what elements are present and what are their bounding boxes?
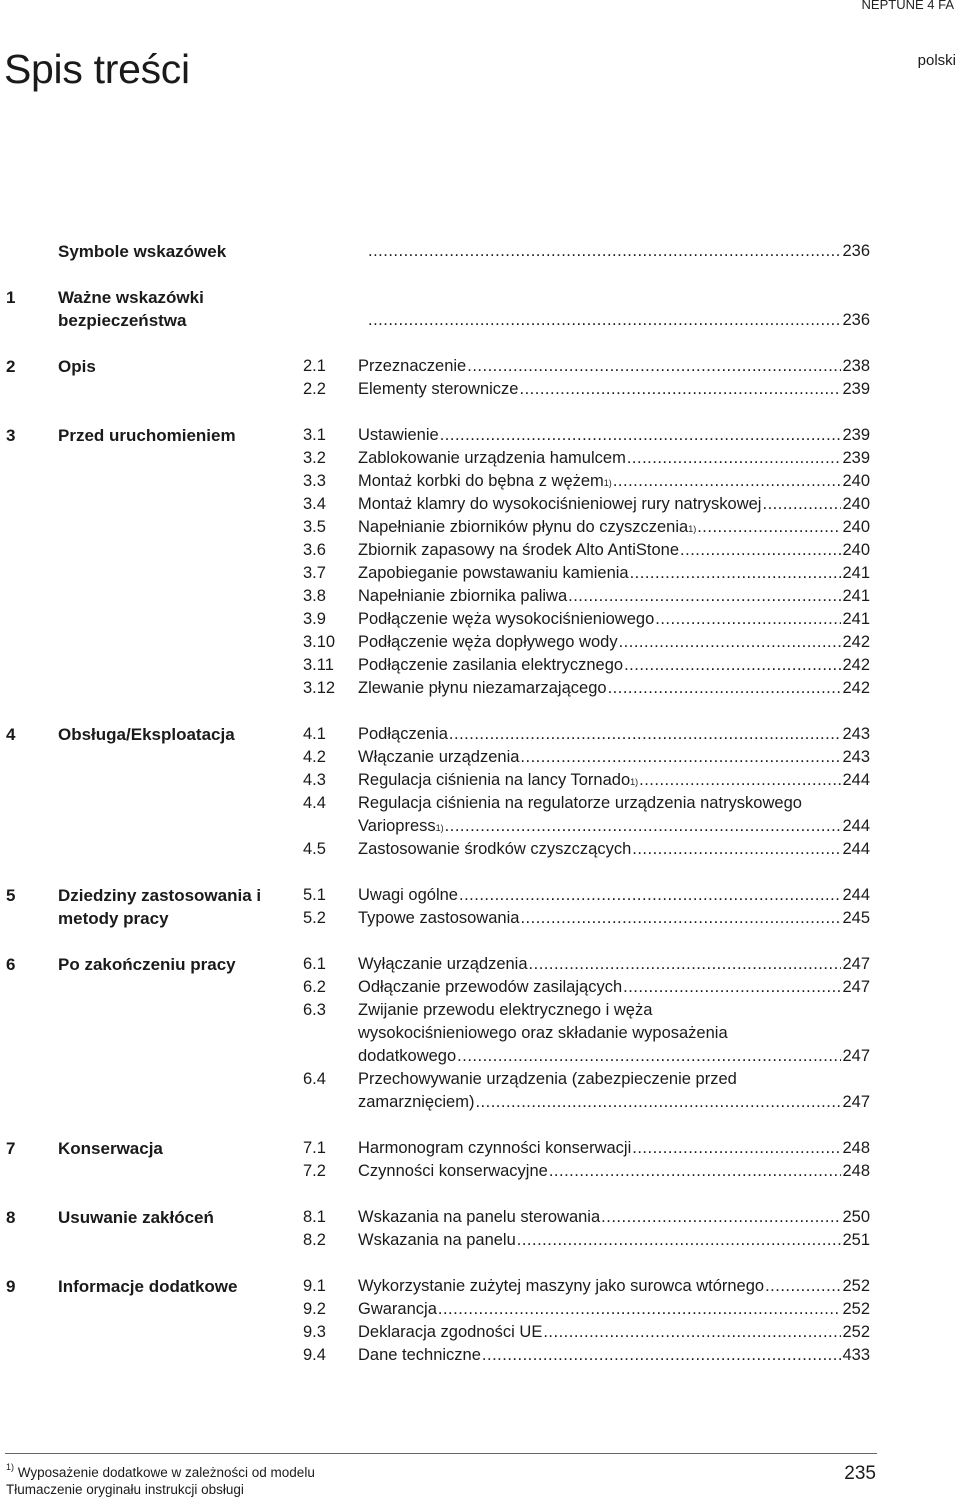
toc-chapter-number: 3 [6,426,16,445]
toc-page-number: 239 [842,426,870,444]
toc-section-number: 3.9 [303,610,326,628]
toc-entry-title: Gwarancja [358,1300,437,1318]
page-title: Spis treści [4,46,190,92]
toc-entry-title: Variopress [358,817,436,835]
toc-chapter-title: Po zakończeniu pracy [58,955,236,974]
dot-leader [762,493,841,516]
dot-leader [601,1206,841,1229]
dot-leader [765,1275,841,1298]
toc-chapter [0,884,960,930]
toc-entry[interactable] [303,447,870,470]
toc-entry[interactable]: 3.5 Napełnianie zbiorników płynu do czyszczenia 1) ..... 240 [303,516,870,539]
dot-leader [467,355,841,378]
toc-page-number: 248 [842,1162,870,1180]
toc-page-number: 247 [842,1047,870,1065]
dot-leader [624,654,841,677]
dot-leader [632,1137,841,1160]
toc-entry[interactable] [303,585,870,608]
toc-entry-title: Podłączenie węża dopływego wody [358,633,618,651]
toc-entry-title: Ustawienie [358,426,439,444]
toc-section-number [303,240,358,263]
toc-entry[interactable]: 4.3 Regulacja ciśnienia na lancy Tornado 1) ..... 244 [303,769,870,792]
toc-page-number: 244 [842,817,870,835]
dot-leader [475,1091,841,1114]
toc-section-number: 6.4 [303,1070,326,1088]
toc-entry[interactable] [303,539,870,562]
toc-entry[interactable] [303,953,870,976]
toc-chapter-title: Opis [58,357,96,376]
toc-section-number: 4.3 [303,771,326,789]
dot-leader [449,723,842,746]
toc-page-number: 238 [842,357,870,375]
toc-section-number: 3.4 [303,495,326,513]
toc-page-number: 244 [842,840,870,858]
toc-chapter-number: 9 [6,1277,16,1296]
toc-section-number: 7.2 [303,1162,326,1180]
toc-entry[interactable] [303,493,870,516]
toc-entry[interactable] [303,631,870,654]
toc-entry-title: Wykorzystanie zużytej maszyny jako surowca wtórnego [358,1277,765,1295]
translation-note: Tłumaczenie oryginału instrukcji obsługi [6,1482,244,1497]
toc-page-number: 247 [842,1093,870,1111]
footer-divider [5,1453,877,1454]
toc-section-number: 8.2 [303,1231,326,1249]
toc-entry-title: Zablokowanie urządzenia hamulcem [358,449,626,467]
toc-entry-title: dodatkowego [358,1047,457,1065]
toc-entry[interactable] [303,608,870,631]
dot-leader [680,539,841,562]
dot-leader [459,884,841,907]
page-number: 235 [844,1463,876,1484]
toc-entry-title: zamarznięciem) [358,1093,475,1111]
toc-chapter-title: Dziedziny zastosowania i metody pracy [58,886,262,928]
toc-page-number: 241 [842,610,870,628]
toc-section-number: 6.3 [303,1001,326,1019]
dot-leader [613,470,842,493]
toc-entry-title: Czynności konserwacyjne [358,1162,548,1180]
toc-page-number: 245 [842,909,870,927]
dot-leader [630,562,842,585]
toc-chapter [0,1206,960,1252]
dot-leader [520,746,841,769]
toc-entry[interactable] [303,1160,870,1183]
dot-leader [529,953,842,976]
toc-chapter [0,1137,960,1183]
toc-page-number: 433 [842,1346,870,1364]
toc-chapter-number: 2 [6,357,16,376]
dot-leader [627,447,842,470]
dot-leader [517,1229,842,1252]
toc-entry[interactable] [303,1229,870,1252]
toc-section-number: 4.5 [303,840,326,858]
toc-section-number [303,309,358,332]
toc-section-number: 3.5 [303,518,326,536]
toc-entry-title: Uwagi ogólne [358,886,458,904]
toc-section-number: 5.1 [303,886,326,904]
toc-entry[interactable] [303,723,870,746]
toc-entry-title: Harmonogram czynności konserwacji [358,1139,632,1157]
dot-leader [608,677,842,700]
dot-leader [482,1344,842,1367]
toc-section-number: 5.2 [303,909,326,927]
toc-entry[interactable] [303,240,870,263]
toc-entry[interactable] [303,355,870,378]
toc-entry-title: Montaż korbki do bębna z wężem [358,472,604,490]
toc-page-number: 247 [842,978,870,996]
toc-section-number: 7.1 [303,1139,326,1157]
toc-entry[interactable] [303,1321,870,1344]
toc-entry[interactable] [303,309,870,332]
toc-page-number: 240 [842,495,870,513]
toc-page-number: 244 [842,886,870,904]
toc-chapter [0,240,960,263]
toc-entry[interactable] [303,1344,870,1367]
toc-entry-title: Napełnianie zbiornika paliwa [358,587,568,605]
dot-leader [655,608,841,631]
toc-chapter-number: 1 [6,288,16,307]
model-name: NEPTUNE 4 FA [861,0,954,12]
toc-entry-title: Zapobieganie powstawaniu kamienia [358,564,629,582]
toc-page-number: 241 [842,564,870,582]
toc-section-number: 9.2 [303,1300,326,1318]
dot-leader [440,424,842,447]
toc-page-number: 239 [842,380,870,398]
toc-section-number: 4.2 [303,748,326,766]
toc-entry-title: Elementy sterownicze [358,380,519,398]
toc-entry-title: Wyłączanie urządzenia [358,955,528,973]
toc-chapter [0,953,960,1114]
toc-chapter-title: Usuwanie zakłóceń [58,1208,214,1227]
toc-entry-title: Przechowywanie urządzenia (zabezpieczenie przed [358,1070,737,1088]
toc-entry[interactable] [303,884,870,907]
toc-chapter-number: 6 [6,955,16,974]
toc-section-number: 8.1 [303,1208,326,1226]
toc-entry[interactable] [303,1137,870,1160]
toc-chapter-title: Symbole wskazówek [58,242,227,261]
toc-section-number: 3.1 [303,426,326,444]
toc-entry-title: Podłączenie zasilania elektrycznego [358,656,624,674]
toc-entry[interactable] [303,907,870,930]
toc-entry[interactable] [303,677,870,700]
toc-entry-title: Zwijanie przewodu elektrycznego i węża [358,1001,653,1019]
footnote-text: Wyposażenie dodatkowe w zależności od modelu [17,1465,315,1480]
dot-leader [520,907,841,930]
dot-leader [623,976,841,999]
toc-entry[interactable] [303,378,870,401]
dot-leader [568,585,841,608]
toc-page-number: 242 [842,679,870,697]
dot-leader [457,1045,841,1068]
toc-entry[interactable] [303,562,870,585]
toc-entry-title: wysokociśnieniowego oraz składanie wyposażenia [358,1024,728,1042]
toc-entry[interactable] [303,1275,870,1298]
toc-page-number: 240 [842,472,870,490]
dot-leader [543,1321,841,1344]
toc-section-number: 6.1 [303,955,326,973]
toc-chapter-title: Obsługa/Eksploatacja [58,725,235,744]
toc-section-number: 4.1 [303,725,326,743]
toc-entry-title: Regulacja ciśnienia na lancy Tornado [358,771,631,789]
dot-leader [549,1160,842,1183]
dot-leader [368,309,841,332]
toc-entry[interactable] [303,1068,870,1114]
toc-entry-title: Dane techniczne [358,1346,481,1364]
dot-leader [445,815,842,838]
toc-entry-title: Zlewanie płynu niezamarzającego [358,679,607,697]
toc-page-number: 240 [842,541,870,559]
toc-section-number: 2.2 [303,380,326,398]
toc-chapter-number: 5 [6,886,16,905]
toc-section-number: 3.3 [303,472,326,490]
toc-page-number: 243 [842,748,870,766]
toc-entry-title: Podłączenie węża wysokociśnieniowego [358,610,655,628]
toc-entry-title: Regulacja ciśnienia na regulatorze urządzenia natryskowego [358,794,802,812]
toc-section-number: 2.1 [303,357,326,375]
toc-page-number: 252 [842,1277,870,1295]
toc-entry-title: Zbiornik zapasowy na środek Alto AntiStone [358,541,680,559]
toc-page-number: 239 [842,449,870,467]
dot-leader [438,1298,842,1321]
dot-leader [368,240,841,263]
toc-chapter [0,1275,960,1367]
toc-section-number: 4.4 [303,794,326,812]
toc-chapter [0,424,960,700]
toc-section-number: 3.7 [303,564,326,582]
toc-entry-title: Napełnianie zbiorników płynu do czyszczenia [358,518,689,536]
toc-section-number: 3.10 [303,633,336,651]
toc-page-number: 240 [842,518,870,536]
toc-chapter [0,723,960,861]
toc-page-number: 236 [842,242,870,260]
toc-chapter-title: Przed uruchomieniem [58,426,236,445]
toc-entry[interactable] [303,1298,870,1321]
toc-chapter-title: Konserwacja [58,1139,163,1158]
dot-leader [519,378,841,401]
language-label: polski [917,52,956,69]
footnote-marker: 1) [6,1462,15,1472]
dot-leader [619,631,842,654]
toc-page-number: 236 [842,311,870,329]
toc-section-number: 9.4 [303,1346,326,1364]
toc-page-number: 247 [842,955,870,973]
toc-page-number: 242 [842,633,870,651]
toc-section-number: 3.2 [303,449,326,467]
toc-page-number: 252 [842,1300,870,1318]
toc-page-number: 251 [842,1231,870,1249]
toc-entry[interactable]: 3.3 Montaż korbki do bębna z wężem 1) ..... 240 [303,470,870,493]
toc-section-number: 3.6 [303,541,326,559]
toc-entry-title: Włączanie urządzenia [358,748,520,766]
toc-chapter-title: Informacje dodatkowe [58,1277,238,1296]
toc-entry[interactable] [303,654,870,677]
toc-entry[interactable]: 4.4 Regulacja ciśnienia na regulatorze urządzenia natryskowego Variopress 1) ..... 244 [303,792,870,838]
toc-section-number: 3.11 [303,656,334,674]
toc-entry[interactable] [303,746,870,769]
dot-leader [697,516,841,539]
toc-page-number: 241 [842,587,870,605]
toc-section-number: 9.1 [303,1277,326,1295]
toc-page-number: 250 [842,1208,870,1226]
toc-entry-title: Przeznaczenie [358,357,467,375]
toc-chapter-number: 8 [6,1208,16,1227]
toc-section-number: 6.2 [303,978,326,996]
toc-page-number: 252 [842,1323,870,1341]
toc-section-number: 9.3 [303,1323,326,1341]
toc-page-number: 248 [842,1139,870,1157]
toc-entry-title: Deklaracja zgodności UE [358,1323,543,1341]
toc-entry-title: Typowe zastosowania [358,909,520,927]
toc-entry-title: Wskazania na panelu [358,1231,516,1249]
toc-chapter-title: Ważne wskazówki bezpieczeństwa [58,288,204,330]
toc-chapter-number: 4 [6,725,16,744]
toc-entry-title: Montaż klamry do wysokociśnieniowej rury natryskowej [358,495,762,513]
toc-chapter [0,286,960,332]
toc-entry-title: Zastosowanie środków czyszczących [358,840,632,858]
dot-leader [632,838,841,861]
toc-entry[interactable] [303,976,870,999]
toc-chapter [0,355,960,401]
toc-page-number: 242 [842,656,870,674]
toc-entry-title: Podłączenia [358,725,448,743]
toc-section-number: 3.8 [303,587,326,605]
toc-page-number: 243 [842,725,870,743]
toc-entry-title: Wskazania na panelu sterowania [358,1208,601,1226]
toc-entry[interactable] [303,838,870,861]
toc-entry[interactable] [303,1206,870,1229]
toc-page-number: 244 [842,771,870,789]
dot-leader [639,769,841,792]
toc-chapter-number: 7 [6,1139,16,1158]
toc-section-number: 3.12 [303,679,336,697]
toc-entry-title: Odłączanie przewodów zasilających [358,978,623,996]
footnote [6,1464,315,1481]
toc-entry[interactable] [303,424,870,447]
toc-entry[interactable] [303,999,870,1068]
